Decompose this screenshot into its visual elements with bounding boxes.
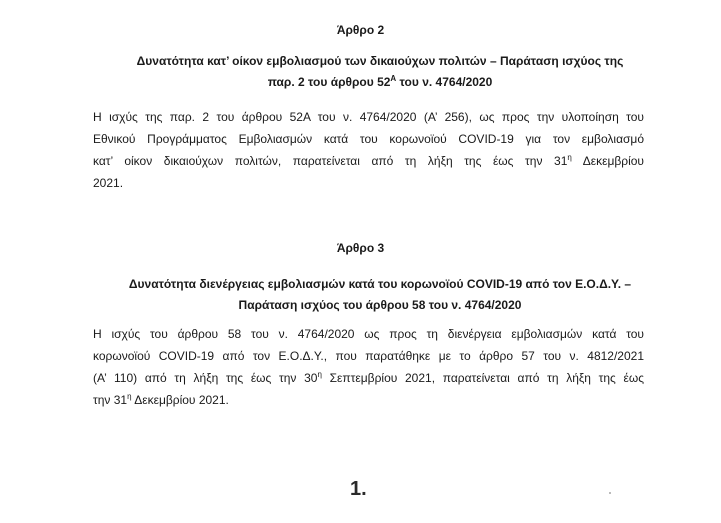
article-2-body-line-1: Η ισχύς της παρ. 2 του άρθρου 52Α του ν. 4764/2020 (Α’ 256), ως προς την υλοποίηση του: [93, 110, 644, 124]
article-3-heading-line-2: Παράταση ισχύος του άρθρου 58 του ν. 4764/2020: [238, 298, 522, 312]
scan-speck: [609, 492, 611, 494]
article-3-heading: [60, 274, 700, 316]
article-3-body-superscript-2: η: [127, 392, 132, 401]
article-2-heading: [60, 51, 700, 93]
article-2-body-line-3: [93, 150, 644, 172]
page-number: 1.: [350, 478, 367, 500]
article-2-body: [93, 106, 644, 194]
article-3-body-line-4-pre: την 31: [93, 393, 128, 407]
article-2-body-line-3-pre: κατ’ οίκον δικαιούχων πολιτών, παρατείνεται από τη λήξη της έως την 31: [93, 154, 568, 168]
article-3-body-superscript-1: η: [317, 370, 322, 379]
article-2-body-line-2: Εθνικού Προγράμματος Εμβολιασμών κατά του κορωνοϊού COVID-19 για τον εμβολιασμό: [93, 132, 644, 146]
article-3-title: Άρθρο 3: [336, 241, 385, 255]
article-2-heading-line-2: [60, 72, 700, 93]
article-3-body-line-1: Η ισχύς του άρθρου 58 του ν. 4764/2020 ως προς τη διενέργεια εμβολιασμών κατά του: [93, 327, 644, 341]
article-3-body-line-3: [93, 367, 644, 389]
article-3-body-line-4: [93, 389, 644, 411]
article-3-body-line-4-post: Δεκεμβρίου 2021.: [131, 393, 229, 407]
article-2-body-line-4: 2021.: [93, 176, 124, 190]
article-2-heading-line-2-pre: παρ. 2 του άρθρου 52: [267, 75, 391, 89]
article-3-body-line-3-pre: (Α’ 110) από τη λήξη της έως την 30: [93, 371, 318, 385]
article-2-heading-line-2-post: του ν. 4764/2020: [396, 75, 493, 89]
article-3-body: [93, 323, 644, 411]
article-2-title: Άρθρο 2: [336, 23, 385, 37]
article-3-body-line-2: κορωνοϊού COVID-19 από τον Ε.Ο.Δ.Υ., που παρατάθηκε με το άρθρο 57 του ν. 4812/2021: [93, 349, 644, 363]
article-2-heading-superscript: Α: [390, 74, 397, 83]
article-3-heading-line-1: Δυνατότητα διενέργειας εμβολιασμών κατά του κορωνοϊού COVID-19 από τον Ε.Ο.Δ.Υ. –: [128, 277, 632, 291]
article-2-body-line-3-post: Δεκεμβρίου: [571, 154, 644, 168]
article-2-heading-line-1: Δυνατότητα κατ’ οίκον εμβολιασμού των δικαιούχων πολιτών – Παράταση ισχύος της: [136, 54, 624, 68]
article-2-body-superscript: η: [567, 153, 572, 162]
article-3-body-line-3-post: Σεπτεμβρίου 2021, παρατείνεται από τη λήξη της έως: [321, 371, 644, 385]
